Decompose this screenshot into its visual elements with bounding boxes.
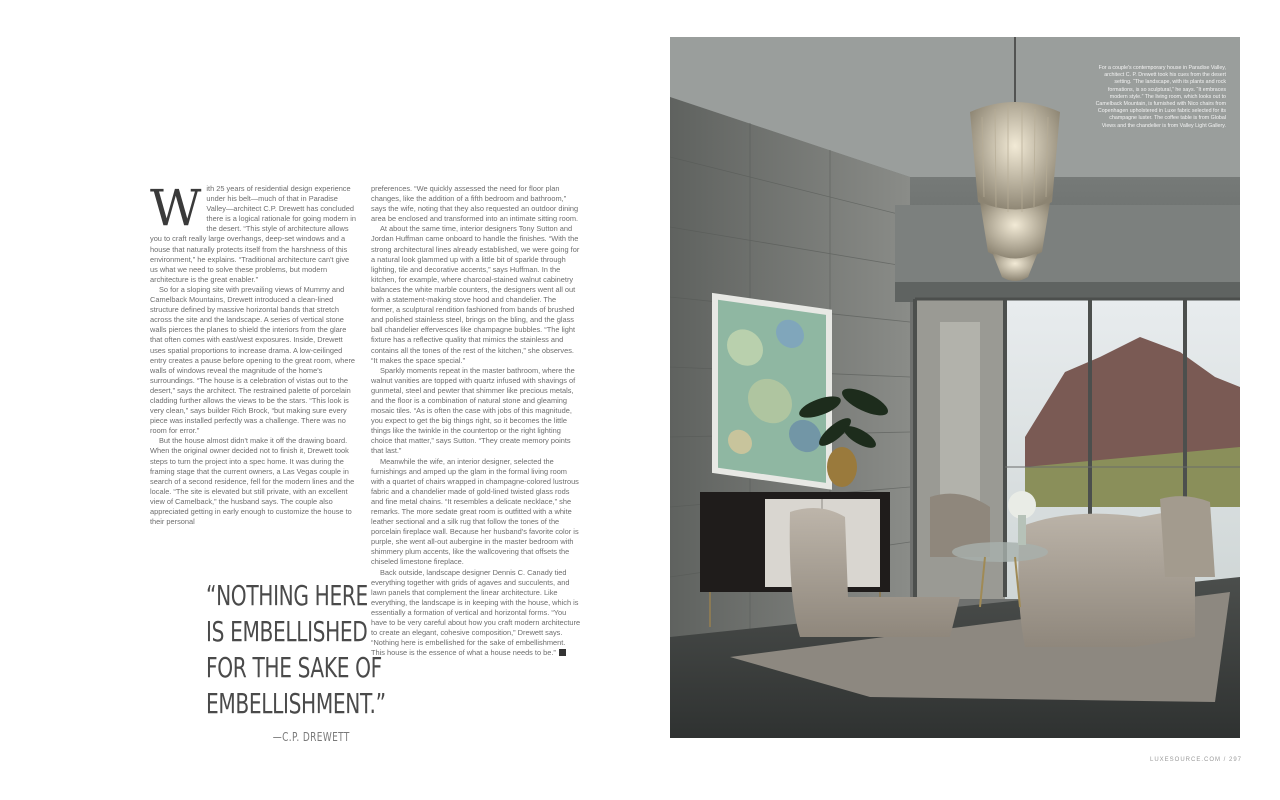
paragraph-text: ith 25 years of residential design experience under his belt—much of that in Paradise Valley—architect C.P. Drewett has concluded there is a logical rationale for going modern in the desert. “This style of architecture allows you to craft really large overhangs, deep-set windows and a house that naturally protects itself from the harshness of this environment,” he explains. “Traditional architecture can't give us what we need to solve these problems, but modern architecture is the great enabler.”	[150, 184, 356, 284]
pull-quote	[206, 578, 386, 722]
pull-quote-line: EMBELLISHMENT.”	[206, 687, 386, 720]
article-paragraph: But the house almost didn't make it off the drawing board. When the original owner decided not to finish it, Drewett took steps to turn the project into a spec home. It was during the framing stage that the current owners, a Las Vegas couple in search of a second residence, fell for the modern lines and the locale. “The site is elevated but still private, with an excellent view of Camelback,” the husband says. The couple also appreciated getting in early enough to customize the house to their personal	[150, 436, 355, 527]
pull-quote-attribution: —C.P. DREWETT	[272, 730, 350, 744]
article-column-1	[150, 179, 358, 527]
living-room-illustration	[670, 37, 1240, 738]
article-paragraph	[150, 179, 358, 285]
article-paragraph: At about the same time, interior designers Tony Sutton and Jordan Huffman came onboard to handle the finishes. “With the strong architectural lines already established, we were going for a natural look glammed up with a little bit of sparkle through lighting, tile and decorative accents,” says Huffman. In the kitchen, for example, where charcoal-stained walnut cabinetry balances the white marble counters, the designers went all out with a statement-making stove hood and chandelier. The former, a sculptural rendition fashioned from bands of brushed and polished stainless steel, brings on the bling, and the glass ball chandelier effervesces like champagne bubbles. “The light fixture has a reflective quality that mimics the stainless and contains all the tones of the rest of the kitchen,” she observes. “It makes the space special.”	[371, 224, 580, 365]
pull-quote-line: FOR THE SAKE OF	[206, 651, 382, 684]
article-paragraph: So for a sloping site with prevailing views of Mummy and Camelback Mountains, Drewett introduced a clean-lined structure defined by massive horizontal bands that stretch across the site and the landscape. A series of vertical stone walls pierces the planes to shield the interiors from the glare that often comes with east/west exposures. Inside, Drewett uses spatial proportions to increase drama. A low-ceilinged entry creates a pause before opening to the great room, where walls of windows reveal the magnitude of the home's surroundings. “The house is a celebration of vistas out to the desert,” says the architect. The restrained palette of porcelain cladding further allows the views to be the stars. “This look is very clean,” says builder Rich Brock, “but making sure every piece was installed perfectly was a challenge. There was no room for error.”	[150, 284, 356, 436]
photo-caption: For a couple's contemporary house in Paradise Valley, architect C. P. Drewett took his cues from the desert setting. “The landscape, with its plants and rock formations, is so sculptural,” he says. “It embraces modern style.” The living room, which looks out to Camelback Mountain, is furnished with Nico chairs from Copenhagen upholstered in Luxe fabric selected for its champagne luster. The coffee table is from Global Views and the chandelier is from Valley Light Gallery.	[1095, 65, 1226, 129]
article-column-2	[371, 184, 581, 658]
article-paragraph: preferences. “We quickly assessed the need for floor plan changes, like the addition of a fifth bedroom and bathroom,” says the wife, noting that they also requested an outdoor dining area be enclosed and transformed into an intimate sitting room.	[371, 184, 579, 224]
paragraph-text: Back outside, landscape designer Dennis C. Canady tied everything together with grids of agaves and succulents, and lawn panels that complement the linear architecture. Like everything, the landscape is in keeping with the house, which is essentially a formation of vertical and horizontal forms. “You have to be very careful about how you craft modern architecture to create an elegant, cohesive composition,” Drewett says. “Nothing here is embellished for the sake of embellishment. This house is the essence of what a house needs to be.”	[371, 567, 581, 658]
article-paragraph: Meanwhile the wife, an interior designer, selected the furnishings and amped up the glam in the formal living room with a quartet of chairs wrapped in champagne-colored lustrous fabric and a chandelier made of gold-lined twisted glass rods and fine metal chains. “It resembles a delicate necklace,” she remarks. The more sedate great room is outfitted with a white leather sectional and a silk rug that follow the tones of the porcelain fireplace wall. Because her husband's favorite color is purple, she went all-out aubergine in the master bedroom with shimmery plum accents, like the wallcovering that offsets the chiseled limestone fireplace.	[371, 456, 579, 567]
page-folio: LUXESOURCE.COM / 297	[1150, 757, 1243, 763]
interior-photo	[670, 37, 1240, 738]
article-paragraph: Sparkly moments repeat in the master bathroom, where the walnut vanities are topped with quartz infused with shavings of gunmetal, steel and pewter that shimmer like precious metals, and the floor is a combination of natural stone and gleaming mosaic tiles. “As is often the case with jobs of this magnitude, you expect to get the big things right, so it becomes the little things like the twinkle in the countertop or the right lighting choice that matter,” says Sutton. “They create memory points that last.”	[371, 365, 576, 456]
pull-quote-line: IS EMBELLISHED	[206, 615, 368, 648]
end-mark-icon	[559, 649, 566, 656]
article-paragraph	[371, 568, 581, 659]
drop-cap: W	[150, 179, 202, 237]
pull-quote-line: “NOTHING HERE	[206, 579, 368, 612]
